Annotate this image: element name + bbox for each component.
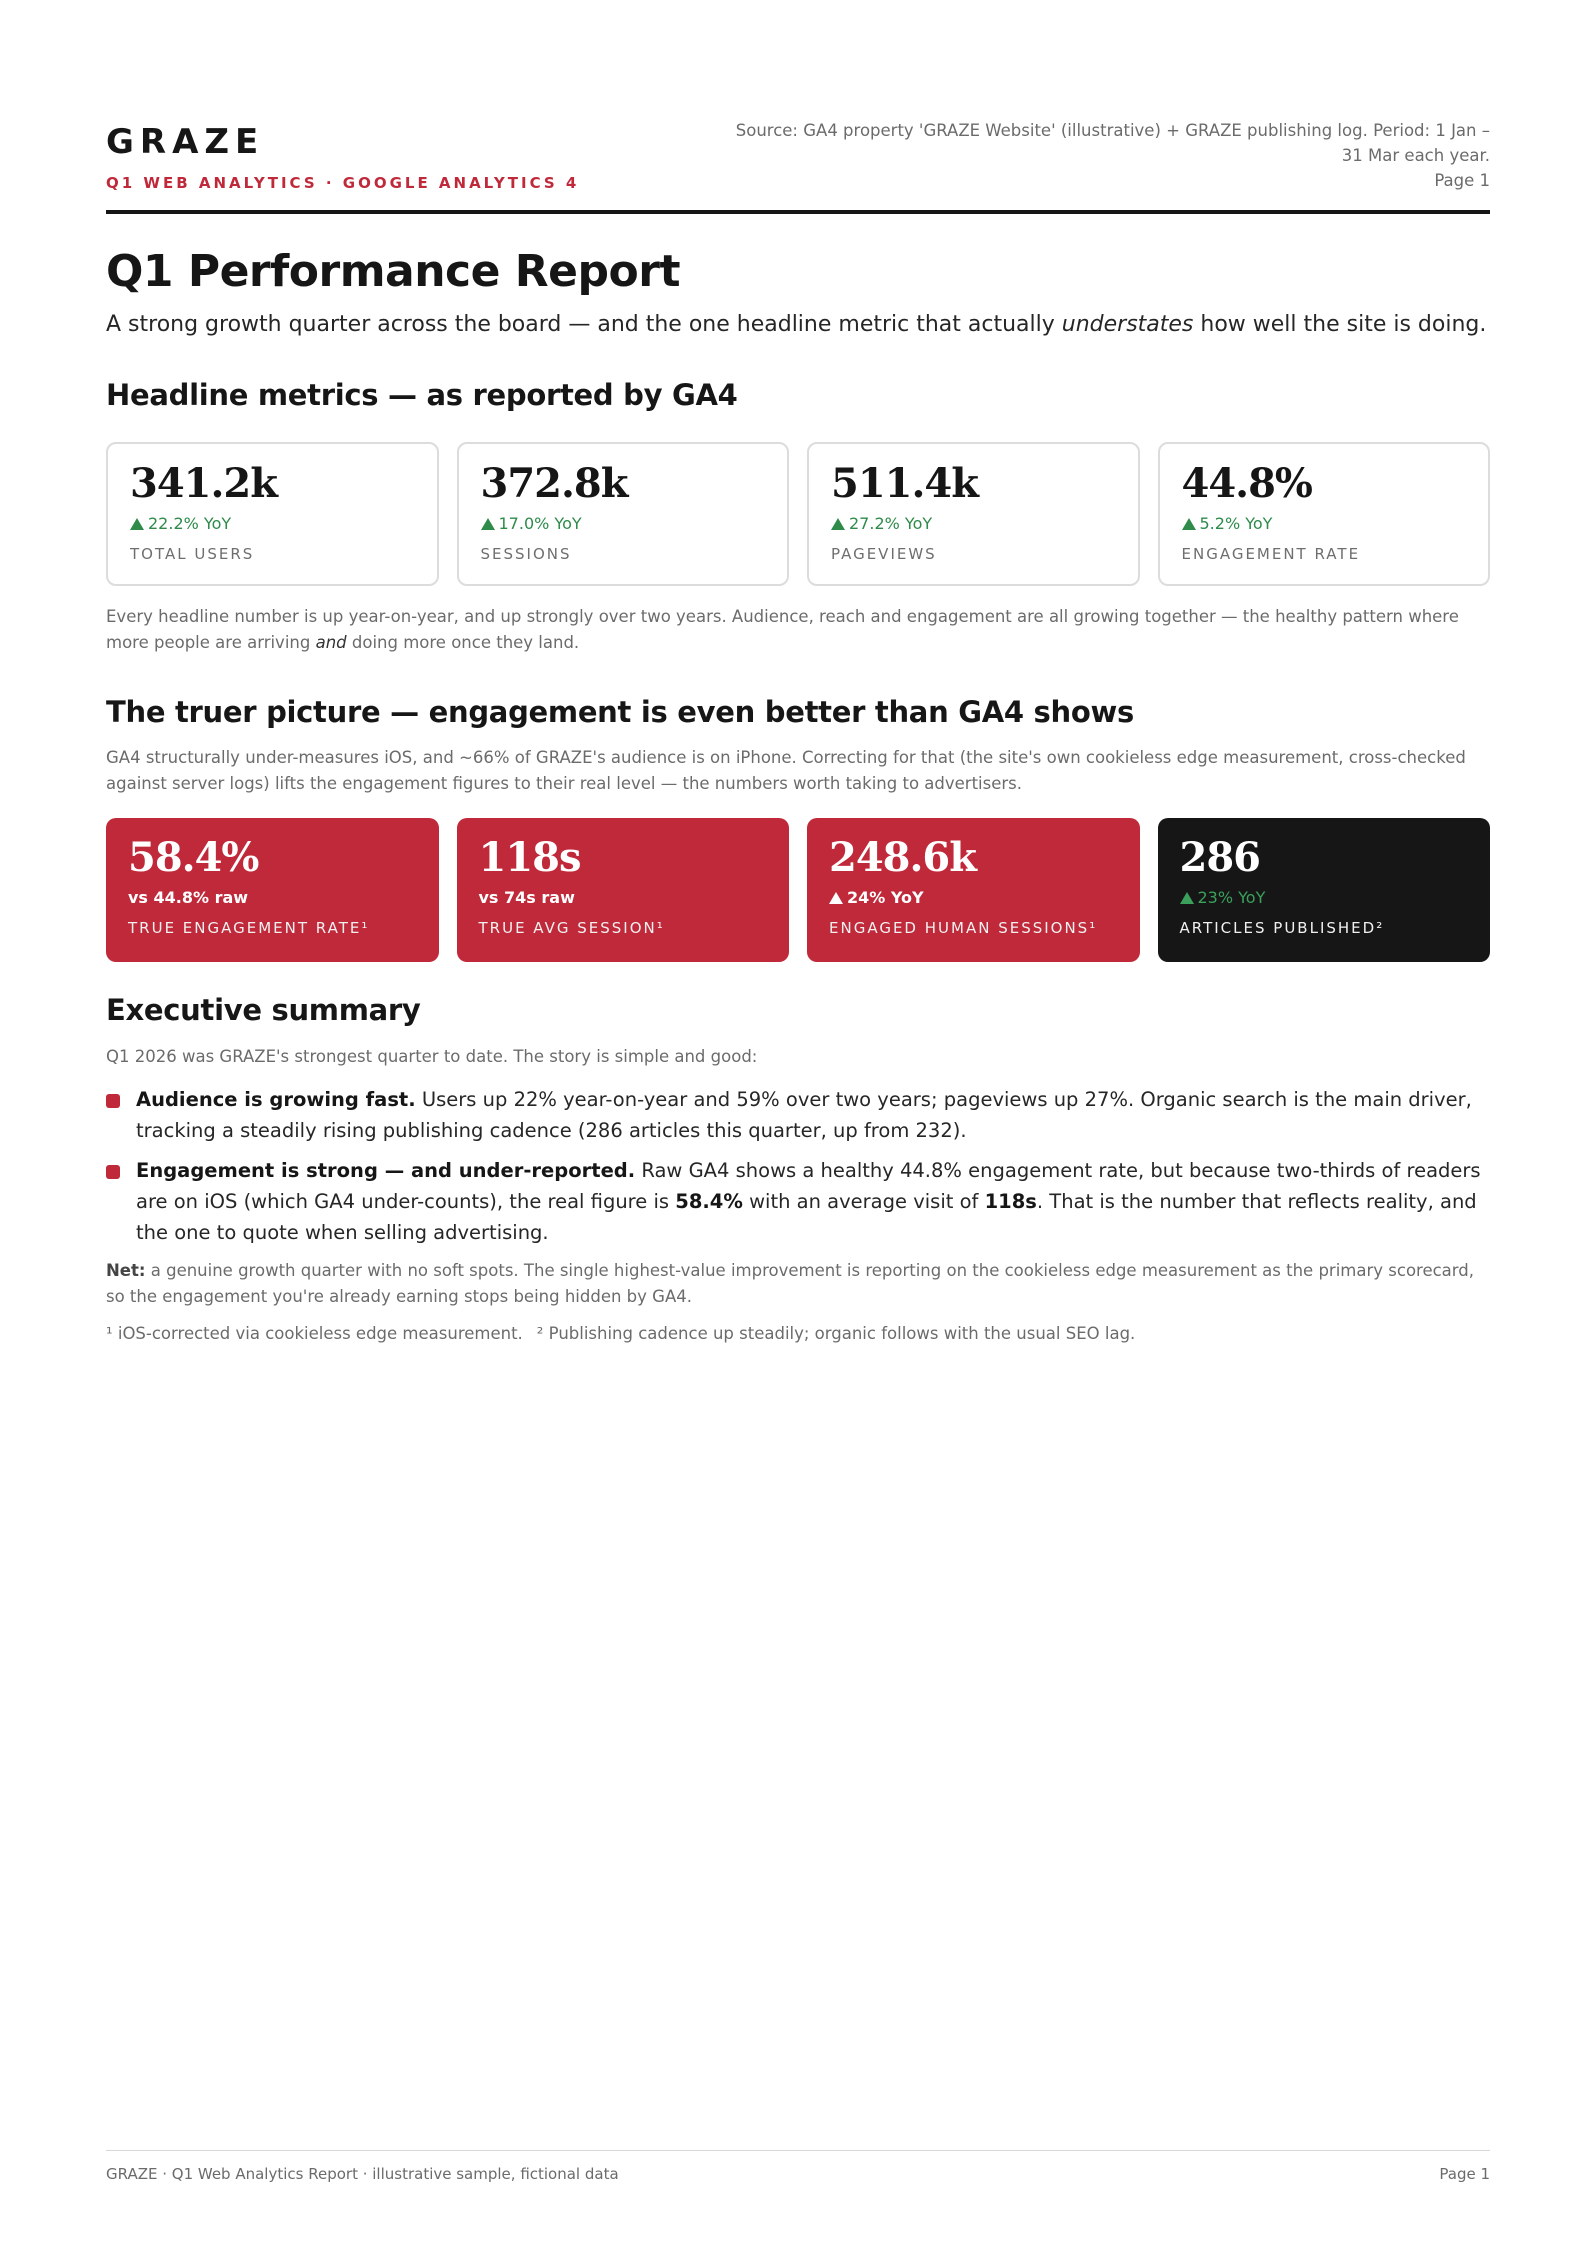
metric-label: TRUE ENGAGEMENT RATE¹: [128, 919, 370, 937]
page-footer: [106, 2150, 1490, 2183]
up-arrow-icon: [829, 892, 843, 904]
footnote-1: ¹ iOS-corrected via cookieless edge measurement.: [106, 1324, 523, 1343]
net-note: Net: a genuine growth quarter with no soft spots. The single highest-value improvement is reporting on the cookieless edge measurement as the primary scorecard, so the engagement you're already earning stops being hidden by GA4.: [106, 1261, 1475, 1306]
metric-label: ARTICLES PUBLISHED²: [1179, 919, 1385, 937]
metric-value: 511.4k: [831, 460, 978, 507]
bullet-marker: [106, 1165, 120, 1179]
list-item: Engagement is strong — and under-reported. Raw GA4 shows a healthy 44.8% engagement rate, but because two-thirds of readers are on iOS (which GA4 under-counts), the real figure is 58.4% with an average visit of 118s. That is the number that reflects reality, and the one to quote when selling advertising.: [106, 1155, 1490, 1248]
articles-published-card: [1158, 818, 1491, 962]
metric-delta: 5.2% YoY: [1182, 514, 1467, 533]
metric-delta: 24% YoY: [829, 888, 1118, 907]
true-session-card: [457, 818, 790, 962]
up-arrow-icon: [1182, 518, 1196, 530]
lead-after: how well the site is doing.: [1193, 312, 1487, 337]
metric-value: 44.8%: [1181, 460, 1312, 507]
up-arrow-icon: [130, 518, 144, 530]
up-arrow-icon: [481, 518, 495, 530]
metric-value: 341.2k: [130, 460, 277, 507]
metric-delta: 27.2% YoY: [831, 514, 1116, 533]
metric-label: TOTAL USERS: [130, 545, 255, 563]
metric-delta: 23% YoY: [1180, 888, 1469, 907]
brand-logo: GRAZE: [106, 122, 265, 162]
metric-card-engagement: [1158, 442, 1491, 586]
metric-value: 286: [1179, 834, 1260, 881]
source-text: Source: GA4 property 'GRAZE Website' (illustrative) + GRAZE publishing log. Period: 1 Jan – 31 Mar each year.: [735, 121, 1490, 165]
metric-comparison: vs 74s raw: [478, 888, 575, 907]
footer-text: GRAZE · Q1 Web Analytics Report · illustrative sample, fictional data: [106, 2165, 619, 2183]
headline-cards: [106, 442, 1490, 586]
metric-value: 58.4%: [128, 834, 259, 881]
up-arrow-icon: [1180, 892, 1194, 904]
metric-label: SESSIONS: [480, 545, 572, 563]
report-header: [106, 118, 1490, 214]
footnotes: [106, 1324, 1135, 1343]
headline-heading: Headline metrics — as reported by GA4: [106, 378, 738, 412]
page-number-top: Page 1: [1434, 171, 1490, 190]
metric-value: 372.8k: [480, 460, 628, 507]
list-item: Audience is growing fast. Users up 22% year-on-year and 59% over two years; pageviews up 27%. Organic search is the main driver, tracking a steadily rising publishing cadence (286 articles this quarter, up from 232).: [106, 1084, 1490, 1146]
summary-intro: Q1 2026 was GRAZE's strongest quarter to date. The story is simple and good:: [106, 1047, 758, 1066]
summary-bullets: [106, 1084, 1490, 1257]
metric-delta: 22.2% YoY: [130, 514, 415, 533]
truer-note: GA4 structurally under-measures iOS, and ~66% of GRAZE's audience is on iPhone. Correcting for that (the site's own cookieless edge measurement, cross-checked against server logs) lifts the engagement figures to their real level — the numbers worth taking to advertisers.: [106, 748, 1466, 793]
report-subtitle: Q1 WEB ANALYTICS · GOOGLE ANALYTICS 4: [106, 174, 580, 192]
bullet-marker: [106, 1094, 120, 1108]
lead-paragraph: [106, 312, 1490, 337]
footer-page-number: Page 1: [1439, 2165, 1490, 2183]
net-label: Net:: [106, 1261, 146, 1280]
metric-card-users: [106, 442, 439, 586]
truer-cards: [106, 818, 1490, 962]
source-note: [730, 118, 1490, 193]
true-engagement-card: [106, 818, 439, 962]
metric-card-pageviews: [807, 442, 1140, 586]
page-title: Q1 Performance Report: [106, 246, 680, 297]
metric-value: 248.6k: [829, 834, 976, 881]
note-emphasis: and: [315, 633, 347, 652]
summary-heading: Executive summary: [106, 993, 421, 1027]
lead-before: A strong growth quarter across the board — and the one headline metric that actually: [106, 312, 1062, 337]
metric-comparison: vs 44.8% raw: [128, 888, 249, 907]
metric-label: ENGAGEMENT RATE: [1181, 545, 1361, 563]
lead-emphasis: understates: [1061, 312, 1194, 337]
metric-label: ENGAGED HUMAN SESSIONS¹: [829, 919, 1098, 937]
metric-card-sessions: [457, 442, 790, 586]
engaged-sessions-card: [807, 818, 1140, 962]
up-arrow-icon: [831, 518, 845, 530]
metric-label: PAGEVIEWS: [831, 545, 937, 563]
headline-note: Every headline number is up year-on-year, and up strongly over two years. Audience, reach and engagement are all growing together — the healthy pattern where more people are arriving and doing more once they land.: [106, 607, 1459, 652]
footnote-2: ² Publishing cadence up steadily; organic follows with the usual SEO lag.: [536, 1324, 1136, 1343]
metric-value: 118s: [478, 834, 581, 881]
report-page: [106, 0, 1490, 2246]
metric-label: TRUE AVG SESSION¹: [478, 919, 665, 937]
truer-heading: The truer picture — engagement is even better than GA4 shows: [106, 695, 1134, 729]
metric-delta: 17.0% YoY: [481, 514, 766, 533]
